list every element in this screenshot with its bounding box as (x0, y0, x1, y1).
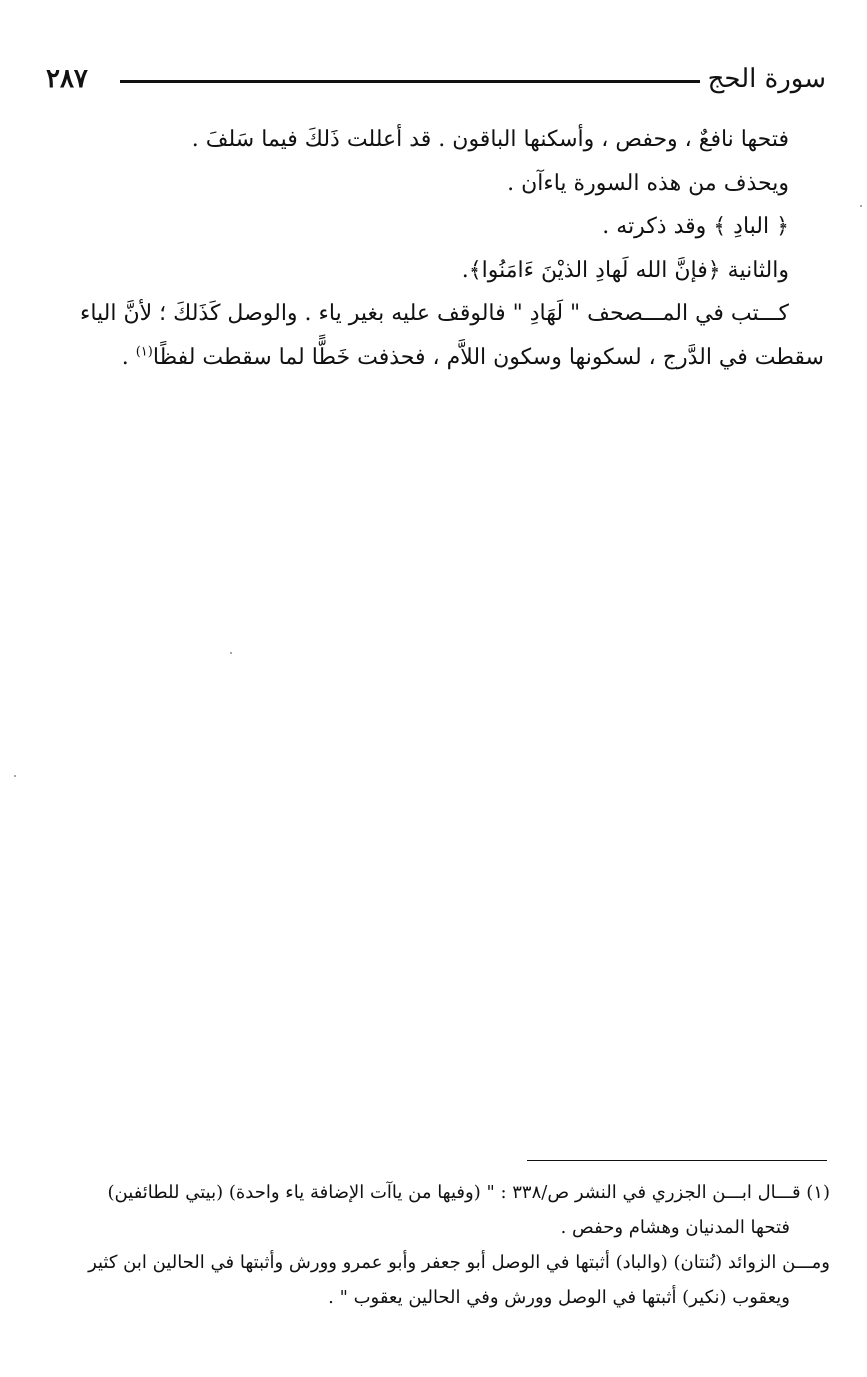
footnote-line-3: ومـــن الزوائد (نُنتان) (والباد) أثبتها في الوصل أبو جعفر وأبو عمرو وورش وأثبتها في الحالين ابن كثير (88, 1252, 830, 1273)
text-line-4: والثانية ﴿فإنَّ الله لَهادِ الذيْنَ ءَامَنُوا﴾. (461, 257, 789, 283)
footnote-separator (527, 1160, 827, 1161)
surah-title: سورة الحج (707, 64, 826, 94)
page-header (40, 62, 826, 102)
main-text (40, 118, 824, 379)
footnotes (40, 1175, 830, 1315)
text-line-6-end: . (121, 344, 129, 370)
scan-speck (230, 652, 232, 654)
footnote-reference: (١) (135, 344, 153, 360)
footnote-line-4: ويعقوب (نكير) أثبتها في الوصل وورش وفي الحالين يعقوب " . (328, 1287, 790, 1308)
text-line-2: ويحذف من هذه السورة ياءآن . (507, 170, 789, 196)
text-line-5: كـــتب في المـــصحف " لَهَادِ " فالوقف عليه بغير ياء . والوصل كَذَلكَ ؛ لأنَّ الياء (79, 301, 789, 326)
page-number: ٢٨٧ (46, 64, 88, 94)
scan-speck (14, 775, 16, 777)
scan-speck (860, 205, 862, 207)
footnote-line-2: فتحها المدنيان وهشام وحفص . (560, 1217, 790, 1238)
header-rule (120, 80, 700, 83)
text-line-6-body: سقطت في الدَّرج ، لسكونها وسكون اللاَّم ، فحذفت خَطًّا لما سقطت لفظًا (152, 344, 824, 370)
text-line-1: فتحها نافعٌ ، وحفص ، وأسكنها الباقون . قد أعللت ذَلكَ فيما سَلفَ . (191, 127, 789, 152)
text-line-3: ﴿ البادِ ﴾ وقد ذكرته . (602, 214, 789, 239)
footnote-line-1: (١) قـــال ابـــن الجزري في النشر ص/٣٣٨ : " (وفيها من ياآت الإضافة ياء واحدة) (بيتي للطائفين) (107, 1182, 830, 1203)
text-line-6 (40, 336, 824, 380)
